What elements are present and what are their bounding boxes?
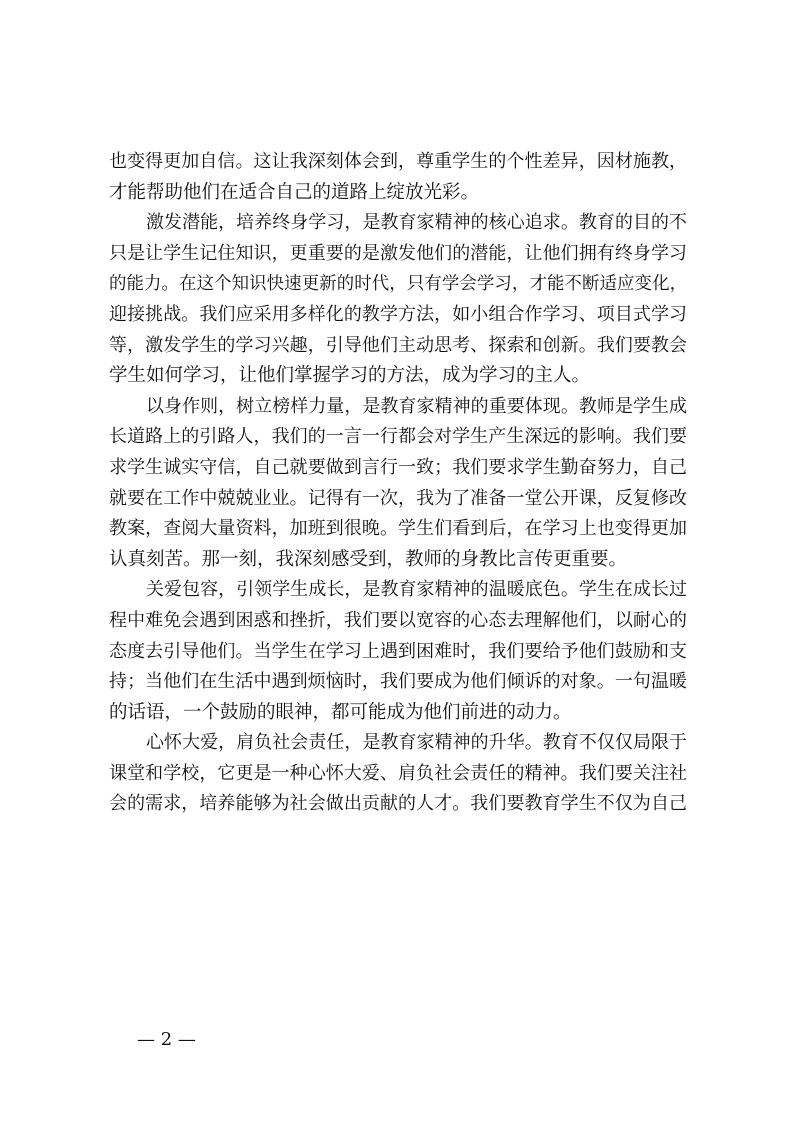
text-line: 关爱包容，引领学生成长，是教育家精神的温暖底色。学生在成长过 xyxy=(146,579,687,601)
text-line: 心怀大爱，肩负社会责任，是教育家精神的升华。教育不仅仅局限于 xyxy=(146,732,687,754)
text-line: 持；当他们在生活中遇到烦恼时，我们要成为他们倾诉的对象。一句温暖 xyxy=(109,671,687,693)
page-number: — 2 — xyxy=(137,1029,196,1050)
text-line: 求学生诚实守信，自己就要做到言行一致；我们要求学生勤奋努力，自己 xyxy=(109,456,687,478)
text-line: 激发潜能，培养终身学习，是教育家精神的核心追求。教育的目的不 xyxy=(146,212,687,234)
text-line: 课堂和学校，它更是一种心怀大爱、肩负社会责任的精神。我们要关注社 xyxy=(109,762,687,784)
text-line: 就要在工作中兢兢业业。记得有一次，我为了准备一堂公开课，反复修改 xyxy=(109,487,687,509)
text-line: 程中难免会遇到困惑和挫折，我们要以宽容的心态去理解他们，以耐心的 xyxy=(109,609,687,631)
text-line: 教案，查阅大量资料，加班到很晚。学生们看到后，在学习上也变得更加 xyxy=(109,518,687,540)
text-line: 只是让学生记住知识，更重要的是激发他们的潜能，让他们拥有终身学习 xyxy=(109,242,687,264)
text-line: 认真刻苦。那一刻，我深刻感受到，教师的身教比言传更重要。 xyxy=(109,548,628,570)
text-line: 的话语，一个鼓励的眼神，都可能成为他们前进的动力。 xyxy=(109,701,572,723)
text-line: 会的需求，培养能够为社会做出贡献的人才。我们要教育学生不仅为自己 xyxy=(109,793,687,815)
text-line: 学生如何学习，让他们掌握学习的方法，成为学习的主人。 xyxy=(109,365,591,387)
text-line: 态度去引导他们。当学生在学习上遇到困难时，我们要给予他们鼓励和支 xyxy=(109,640,687,662)
text-line: 以身作则，树立榜样力量，是教育家精神的重要体现。教师是学生成 xyxy=(146,395,687,417)
text-line: 迎接挑战。我们应采用多样化的教学方法，如小组合作学习、项目式学习 xyxy=(109,303,687,325)
text-line: 长道路上的引路人，我们的一言一行都会对学生产生深远的影响。我们要 xyxy=(109,426,687,448)
text-line: 才能帮助他们在适合自己的道路上绽放光彩。 xyxy=(109,181,480,203)
text-line: 等，激发学生的学习兴趣，引导他们主动思考、探索和创新。我们要教会 xyxy=(109,334,687,356)
text-line: 也变得更加自信。这让我深刻体会到，尊重学生的个性差异，因材施教， xyxy=(109,151,687,172)
text-line: 的能力。在这个知识快速更新的时代，只有学会学习，才能不断适应变化， xyxy=(109,274,687,295)
body-text xyxy=(109,147,687,820)
